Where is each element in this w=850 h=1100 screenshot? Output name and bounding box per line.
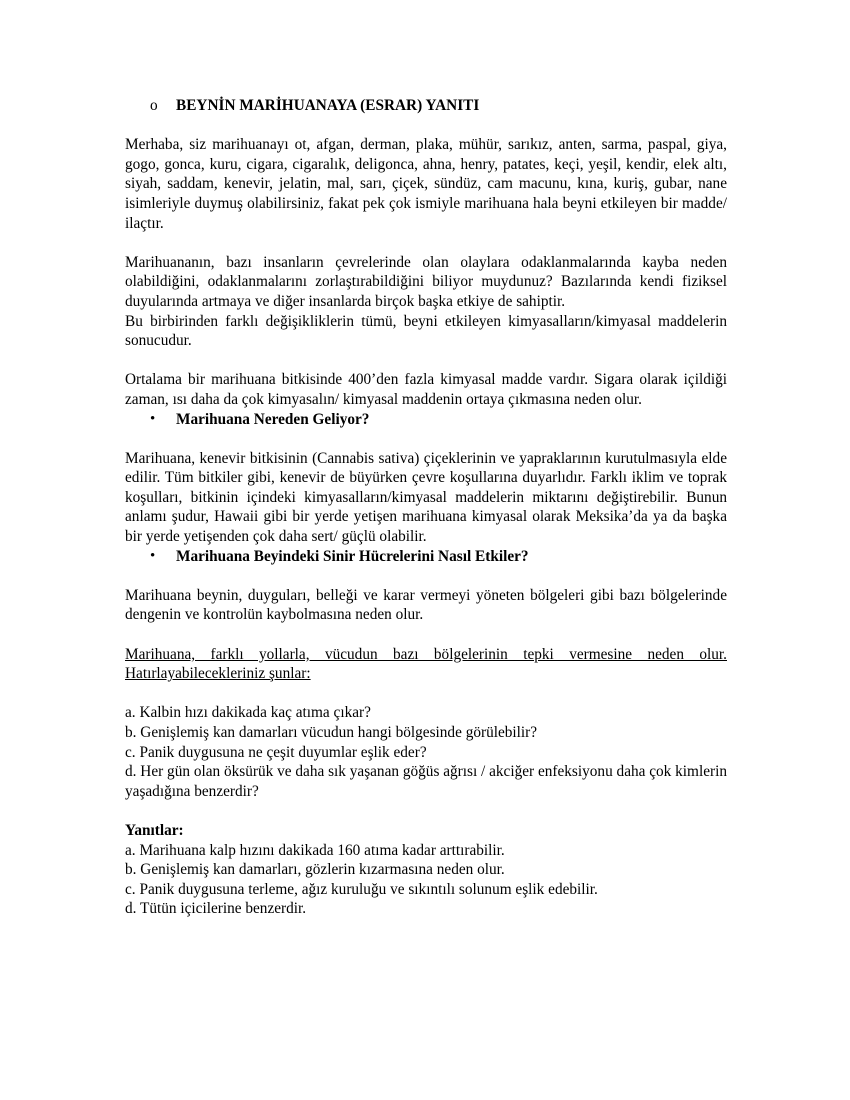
bullet-icon: • [150,547,156,564]
paragraph-focus: Marihuananın, bazı insanların çevrelerinde olan olaylara odaklanmalarında kayba neden olabildiğini, odaklanmalarını zorlaştırabildiğini biliyor muydunuz? Bazılarında kendi fiziksel duyularında artmaya ve diğer insanlarda birçok başka etkiye de sahiptir. [125,253,727,310]
paragraph-origin: Marihuana, kenevir bitkisinin (Cannabis sativa) çiçeklerinin ve yapraklarının kurutulmasıyla elde edilir. Tüm bitkiler gibi, kenevir de büyürken çevre koşullarına duyarlıdır. Farklı iklim ve toprak koşulları, bitkinin içindeki kimyasalların/kimyasal maddelerin miktarını değiştirebilir. Bunun anlamı şudur, Hawaii gibi bir yerde yetişen marihuana kimyasal olarak Meksika’da ya da başka bir yerde yetişenden çok daha sert/ güçlü olabilir. [125,449,727,546]
underlined-prompt: Marihuana, farklı yollarla, vücudun bazı bölgelerinin tepki vermesine neden olur. Hatırlayabilecekleriniz şunlar: [125,645,727,683]
paragraph-neurons: Marihuana beynin, duyguları, belleği ve karar vermeyi yöneten bölgeleri gibi bazı bölgelerinde dengenin ve kontrolün kaybolmasına neden olur. [125,586,727,624]
answer-item: c. Panik duygusuna terleme, ağız kuruluğu ve sıkıntılı solunum eşlik edebilir. [125,880,598,898]
section-heading-origin [125,410,727,430]
question-item: d. Her gün olan öksürük ve daha sık yaşanan göğüs ağrısı / akciğer enfeksiyonu daha çok kimlerin yaşadığına benzerdir? [125,763,727,800]
section-heading-neurons-text: Marihuana Beyindeki Sinir Hücrelerini Nasıl Etkiler? [176,547,529,565]
answer-item: b. Genişlemiş kan damarları, gözlerin kızarmasına neden olur. [125,861,505,879]
document-title [125,96,727,116]
question-list [125,703,727,801]
question-item: a. Kalbin hızı dakikada kaç atıma çıkar? [125,704,371,722]
answer-item: d. Tütün içicilerine benzerdir. [125,900,307,918]
intro-paragraph: Merhaba, siz marihuanayı ot, afgan, derman, plaka, mühür, sarıkız, anten, sarma, paspal, giya, gogo, gonca, kuru, cigara, cigaralık, deligonca, ahna, henry, patates, keçi, yeşil, kendir, elek altı, siyah, saddam, kenevir, jelatin, mal, sarı, çiçek, sündüz, cam macunu, kına, kuriş, gubar, nane isimleriyle duymuş olabilirsiniz, fakat pek çok ismiyle marihuana hala beyni etkileyen bir madde/ ilaçtır. [125,136,727,232]
bullet-icon: • [150,410,156,427]
paragraph-400-chemicals: Ortalama bir marihuana bitkisinde 400’den fazla kimyasal madde vardır. Sigara olarak içildiği zaman, ısı daha da çok kimyasalın/ kimyasal maddenin ortaya çıkmasına neden olur. [125,371,727,408]
question-item: b. Genişlemiş kan damarları vücudun hangi bölgesinde görülebilir? [125,724,538,741]
answers-heading: Yanıtlar: [125,821,184,839]
question-item: c. Panik duygusuna ne çeşit duyumlar eşlik eder? [125,743,427,761]
document-page [125,96,727,919]
section-heading-neurons [125,547,727,567]
answer-item: a. Marihuana kalp hızını dakikada 160 atıma kadar arttırabilir. [125,841,505,859]
section-heading-origin-text: Marihuana Nereden Geliyor? [176,410,370,428]
circle-bullet-icon: o [150,97,158,114]
paragraph-chemicals: Bu birbirinden farklı değişikliklerin tümü, beyni etkileyen kimyasalların/kimyasal maddelerin sonucudur. [125,312,727,350]
answers-block [125,821,727,919]
document-title-text: BEYNİN MARİHUANAYA (ESRAR) YANITI [176,97,480,114]
